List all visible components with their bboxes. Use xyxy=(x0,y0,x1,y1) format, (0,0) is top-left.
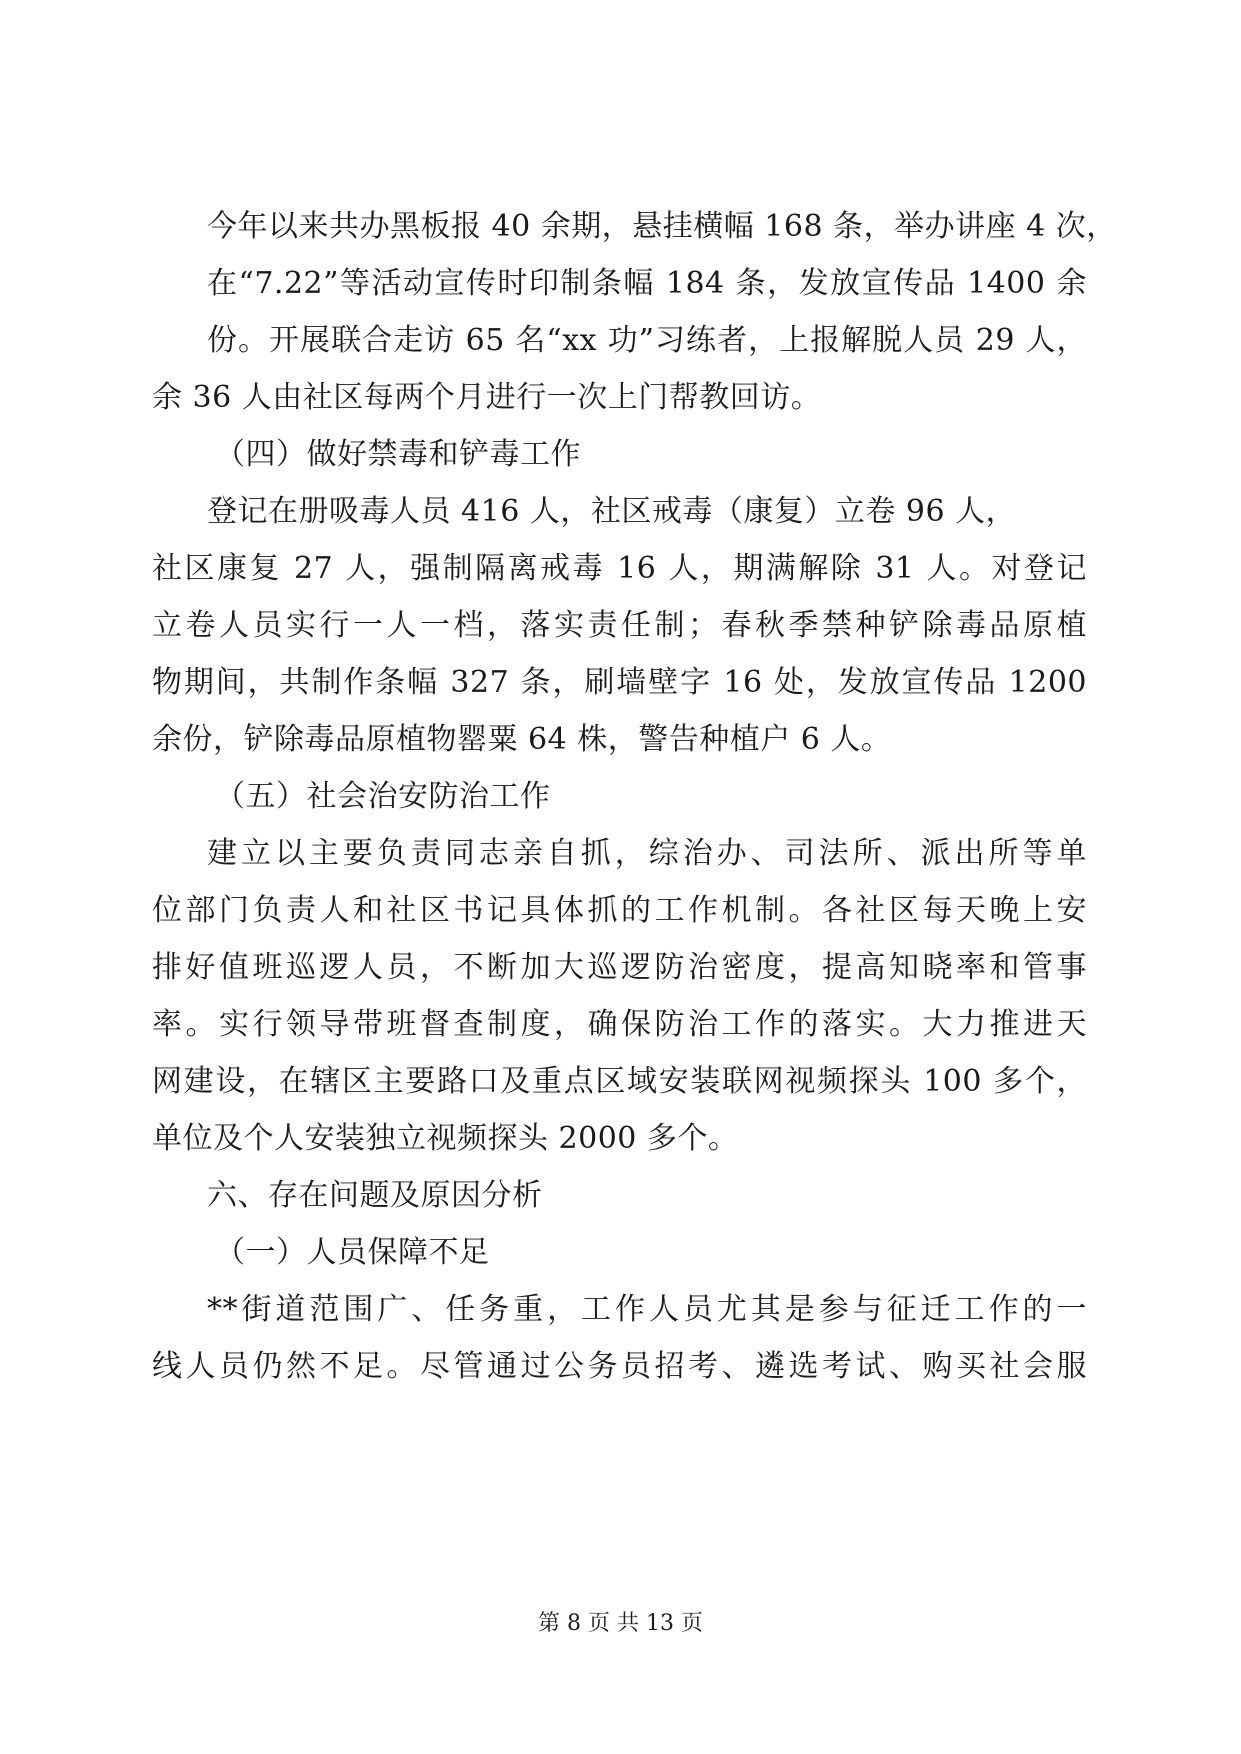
body-line: 排好值班巡逻人员，不断加大巡逻防治密度，提高知晓率和管事 xyxy=(152,950,1087,985)
body-line: 份。开展联合走访 65 名“xx 功”习练者，上报解脱人员 29 人， xyxy=(207,323,1087,358)
section-heading: 六、存在问题及原因分析 xyxy=(207,1178,543,1213)
body-line: 物期间，共制作条幅 327 条，刷墙壁字 16 处，发放宣传品 1200 xyxy=(152,665,1087,700)
body-line: 登记在册吸毒人员 416 人，社区戒毒（康复）立卷 96 人， xyxy=(207,494,1017,529)
body-line: 社区康复 27 人，强制隔离戒毒 16 人，期满解除 31 人。对登记 xyxy=(152,551,1087,586)
body-line: 网建设，在辖区主要路口及重点区域安装联网视频探头 100 多个， xyxy=(152,1064,1087,1099)
body-line: **街道范围广、任务重，工作人员尤其是参与征迁工作的一 xyxy=(207,1292,1087,1327)
section-heading: （四）做好禁毒和铲毒工作 xyxy=(215,437,581,472)
body-line: 立卷人员实行一人一档，落实责任制；春秋季禁种铲除毒品原植 xyxy=(152,608,1087,643)
body-line: 在“7.22”等活动宣传时印制条幅 184 条，发放宣传品 1400 余 xyxy=(207,266,1087,301)
section-heading: （五）社会治安防治工作 xyxy=(215,779,551,814)
body-line: 率。实行领导带班督查制度，确保防治工作的落实。大力推进天 xyxy=(152,1007,1087,1042)
body-line: 余 36 人由社区每两个月进行一次上门帮教回访。 xyxy=(152,380,822,415)
body-line: 今年以来共办黑板报 40 余期，悬挂横幅 168 条，举办讲座 4 次， xyxy=(207,209,1117,244)
subsection-heading: （一）人员保障不足 xyxy=(215,1235,490,1270)
body-line: 单位及个人安装独立视频探头 2000 多个。 xyxy=(152,1121,739,1156)
body-line: 余份，铲除毒品原植物罂粟 64 株，警告种植户 6 人。 xyxy=(152,722,892,757)
body-line: 位部门负责人和社区书记具体抓的工作机制。各社区每天晚上安 xyxy=(152,893,1087,928)
body-line: 线人员仍然不足。尽管通过公务员招考、遴选考试、购买社会服 xyxy=(152,1349,1087,1384)
page-footer: 第 8 页 共 13 页 xyxy=(538,1611,703,1636)
body-line: 建立以主要负责同志亲自抓，综治办、司法所、派出所等单 xyxy=(207,836,1087,871)
